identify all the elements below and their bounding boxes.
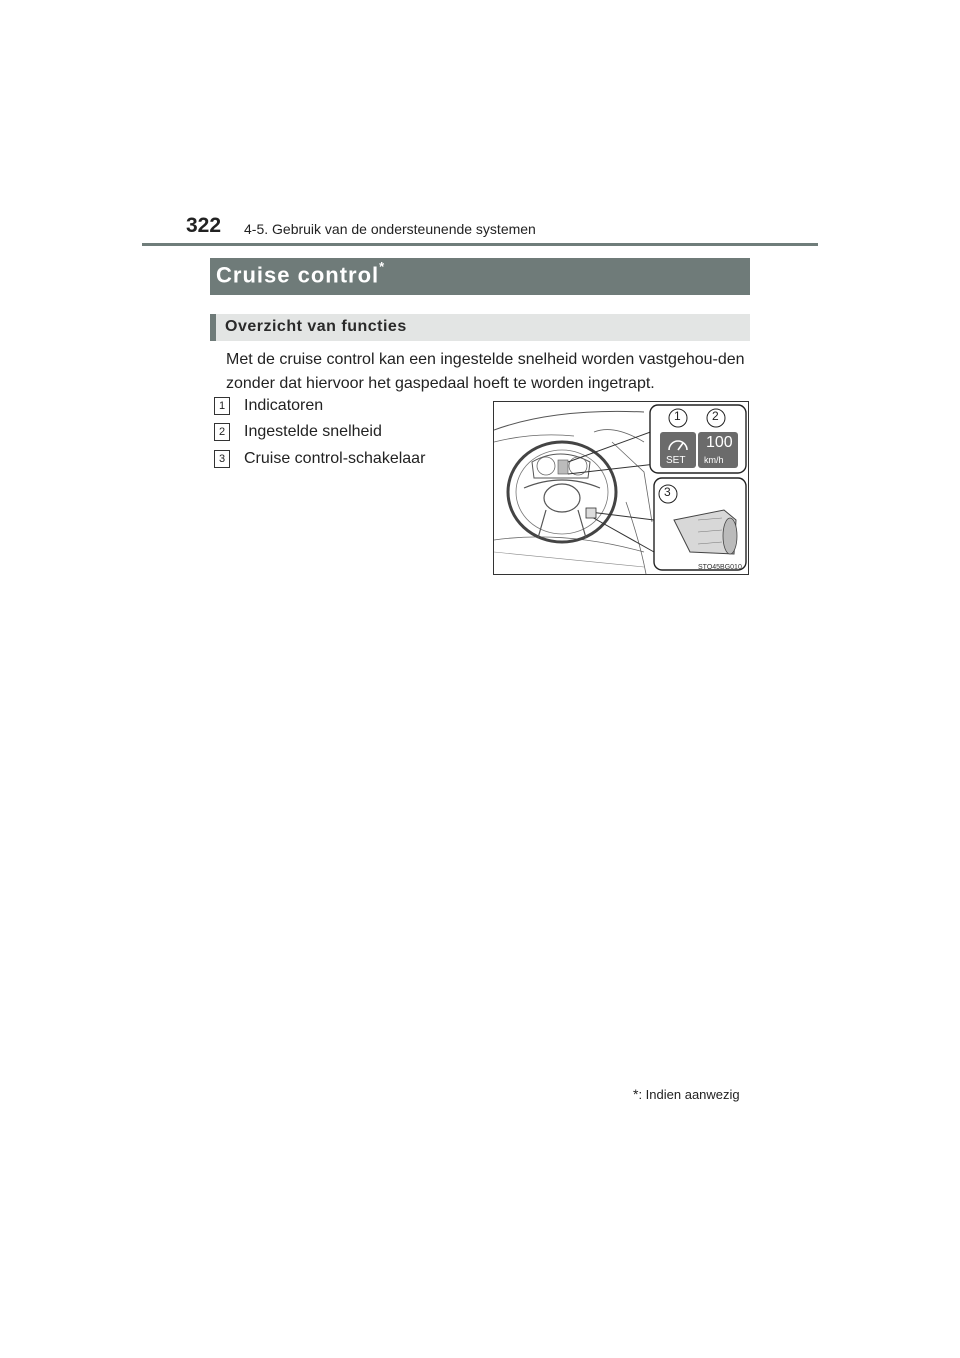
footnote — [633, 1086, 740, 1102]
page-number: 322 — [186, 214, 222, 237]
page-title — [216, 259, 386, 288]
item-label: Cruise control-schakelaar — [244, 450, 426, 467]
dashboard-drawing — [494, 402, 748, 574]
subsection-title: Overzicht van functies — [225, 318, 407, 335]
subsection-bar — [210, 314, 750, 341]
subsection-accent — [210, 314, 216, 341]
title-asterisk: * — [379, 259, 386, 274]
intro-text: Met de cruise control kan een ingestelde snelheid worden vastgehou-den zonder dat hiervoor het gaspedaal hoeft te worden ingetrapt. — [226, 351, 745, 392]
callout-1: 1 — [674, 409, 681, 423]
set-speed-unit: km/h — [704, 455, 724, 465]
figure-code: STO45BG010 — [698, 564, 742, 571]
section-header: 4-5. Gebruik van de ondersteunende systemen — [244, 221, 536, 237]
list-item — [214, 450, 425, 468]
footnote-asterisk: * — [633, 1086, 639, 1102]
header-divider — [142, 243, 818, 246]
item-label: Indicatoren — [244, 397, 324, 414]
item-label: Ingestelde snelheid — [244, 423, 382, 440]
set-speed-value: 100 — [706, 434, 733, 451]
section-title-bar — [210, 258, 750, 295]
list-item — [214, 397, 323, 415]
callout-2: 2 — [712, 409, 719, 423]
dashboard-illustration — [493, 401, 749, 575]
item-number-badge: 1 — [214, 397, 230, 415]
item-number-badge: 2 — [214, 423, 230, 441]
callout-3: 3 — [664, 485, 671, 499]
list-item — [214, 423, 382, 441]
intro-paragraph — [226, 348, 752, 396]
footnote-text: : Indien aanwezig — [638, 1087, 740, 1102]
set-indicator-label: SET — [666, 455, 686, 466]
page-title-text: Cruise control — [216, 262, 380, 288]
item-number-badge: 3 — [214, 450, 230, 468]
